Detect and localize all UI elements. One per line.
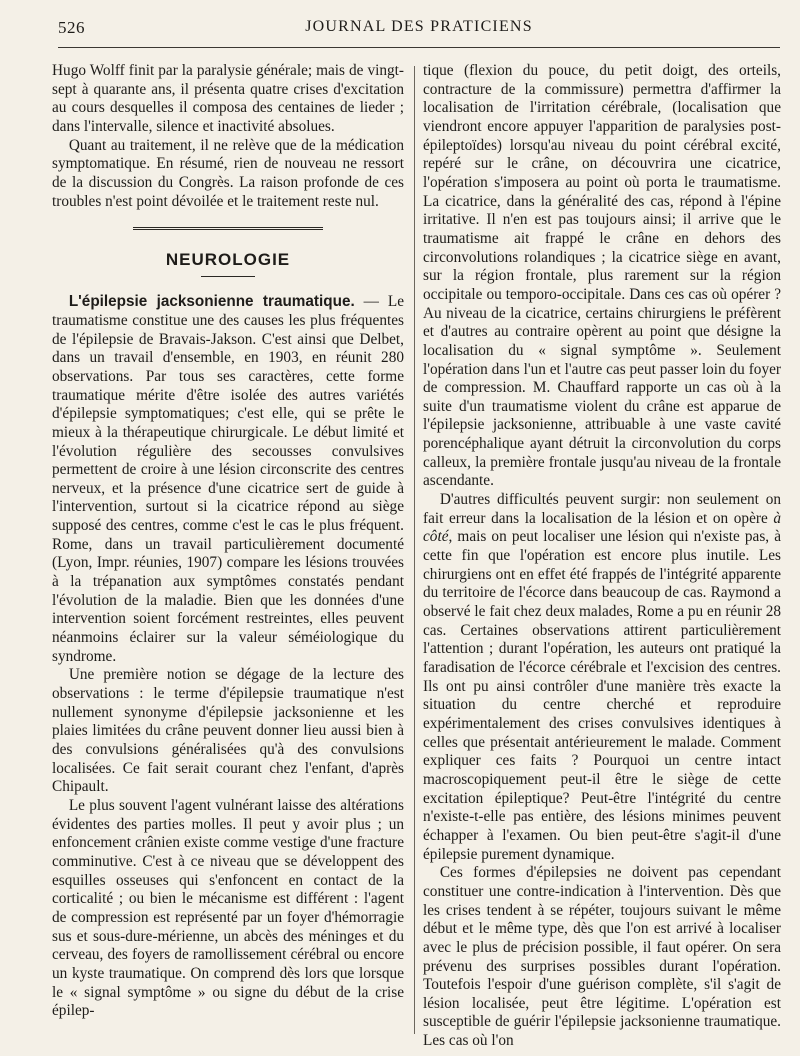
right-column xyxy=(423,62,781,1051)
section-heading: NEUROLOGIE xyxy=(165,250,291,270)
paragraph: Quant au traitement, il ne relève que de la médication symptomatique. En résumé, rien de nouveau ne ressort de la discussion du Congrès. La raison profonde de ces troubles n'est point dévoilée et le traitement reste nul. xyxy=(52,136,404,210)
paragraph xyxy=(423,491,781,864)
page-header xyxy=(58,14,780,40)
italic-phrase: à côté xyxy=(423,509,781,546)
article-title: L'épilepsie jacksonienne traumatique. xyxy=(68,293,355,311)
paragraph-text: , mais on peut localiser une lésion qui n'existe pas, à cette fin que l'opération est encore plus inutile. Les chirurgiens ont en effet été frappés de l'intégrité apparente du territoire de l'écorce dans beaucoup de cas. Raymond a observé le fait chez deux malades, Rome a pu en réunir 28 cas. Certaines observations attirent particulièrement l'attention ; durant l'opération, les auteurs ont pratiqué la faradisation de l'écorce cérébrale et l'excision des centres. Ils ont pu ainsi contrôler d'une manière très exacte la situation du centre cherché et reproduire expérimentalement des crises convulsives identiques à celles que présentait antérieurement le malade. Comment expliquer ces faits ? Pourquoi un centre intact macroscopiquement peut-il être le siège de cette excitation épileptique? Peut-être l'intégrité du centre n'existe-t-elle pas entière, des lésions minimes peuvent échapper à l'examen. Ou bien peut-être s'agit-il d'une épilepsie purement dynamique. xyxy=(423,528,781,863)
page-number: 526 xyxy=(58,18,85,37)
article-lead-paragraph xyxy=(52,293,404,666)
paragraph-text: D'autres difficultés peuvent surgir: non seulement on fait erreur dans la localisation de la lésion et on opère xyxy=(423,491,781,527)
header-rule xyxy=(58,47,780,48)
paragraph: Ces formes d'épilepsies ne doivent pas cependant constituer une contre-indication à l'intervention. Dès que les crises tendent à se répéter, toujours suivant le même début et le même type, dès que l'on est arrivé à localiser avec le plus de précision possible, il faut opérer. On sera prévenu des surprises possibles durant l'opération. Toutefois l'espoir d'une guérison complète, s'il s'agit de lésion localisée, peut être légitime. L'opération est susceptible de guérir l'épilepsie jacksonienne traumatique. Les cas où l'on xyxy=(423,864,781,1050)
running-title: JOURNAL DES PRATICIENS xyxy=(305,18,533,35)
paragraph: Hugo Wolff finit par la paralysie générale; mais de vingt-sept à quarante ans, il présenta quatre crises d'excitation au cours desquelles il composa des centaines de lieder ; dans l'intervalle, silence et inactivité absolues. xyxy=(52,62,404,135)
left-column xyxy=(52,62,404,1021)
section-separator-rule xyxy=(133,227,323,232)
heading-underline xyxy=(201,276,255,277)
paragraph: Une première notion se dégage de la lecture des observations : le terme d'épilepsie traumatique n'est nullement synonyme d'épilepsie jacksonienne et les plaies limitées du crâne peuvent donner lieu aussi bien à des convulsions généralisées qu'à des convulsions localisées. Ce fait serait courant chez l'enfant, d'après Chipault. xyxy=(52,666,404,796)
paragraph: tique (flexion du pouce, du petit doigt, des orteils, contracture de la commissure) permettra d'affirmer la localisation de l'irritation cérébrale, (localisation que viendront encore appuyer l'apparition de paralysies post-épileptoïdes) lorsqu'au niveau du point cérébral excité, repéré sur le crâne, on découvrira une cicatrice, l'opération s'imposera au point où porta le traumatisme. La cicatrice, dans la généralité des cas, répond à l'épine irritative. Il n'en est pas toujours ainsi; il arrive que le traumatisme ait frappé le crâne en dehors des circonvolutions rolandiques ; la cicatrice siège en avant, sur la région frontale, plus rarement sur la région occipitale ou temporo-occipitale. Dans ces cas où opérer ? Au niveau de la cicatrice, certains chirurgiens le préfèrent et d'autres au contraire opèrent au point que désigne la localisation du « signal symptôme ». Seulement l'opération dans l'un et l'autre cas peut passer loin du foyer de compression. M. Chauffard rapporte un cas où à la suite d'un traumatisme violent du crâne est apparue de l'épilepsie jacksonienne, attribuable à une vaste cavité porencéphalique ayant détruit la circonvolution du corps calleux, la première frontale jusqu'au niveau de la frontale ascendante. xyxy=(423,62,781,490)
column-divider xyxy=(414,66,415,1034)
paragraph: Le plus souvent l'agent vulnérant laisse des altérations évidentes des parties molles. Il peut y avoir plus ; un enfoncement crânien existe comme vestige d'une fracture comminutive. C'est à ce niveau que se développent des esquilles osseuses qui s'enfoncent en contact de la corticalité ; ou bien le mécanisme est différent : l'agent de compression est représenté par un foyer d'hémorragie sus et sous-dure-mérienne, un abcès des méninges et du cerveau, des foyers de ramollissement cérébral ou encore un kyste traumatique. On comprend dès lors que lorsque le « signal symptôme » ou signe du début de la crise épilep- xyxy=(52,796,404,1020)
article-lead-text: — Le traumatisme constitue une des causes les plus fréquentes de l'épilepsie de Bravais-Jakson. C'est ainsi que Delbet, dans un travail d'ensemble, en 1903, en réunit 280 observations. Par tous ses caractères, cette forme traumatique mérite d'être isolée des autres variétés d'épilepsie symptomatiques; c'est elle, qui se prête le mieux à la thérapeutique chirurgicale. Le début limité et l'évolution régulière des secousses convulsives permettent de croire à une lésion circonscrite des centres nerveux, et la présence d'une cicatrice sert de guide à l'intervention, surtout si la cicatrice répond au siège supposé des centres, comme c'est le cas le plus fréquent. Rome, dans un travail particulièrement documenté (Lyon, Impr. réunies, 1907) compare les lésions trouvées à la trépanation aux symptômes constatés pendant l'évolution de la maladie. Bien que les données d'une intervention soient forcément restreintes, elles peuvent néanmoins éclairer sur la valeur séméiologique du syndrome. xyxy=(52,293,404,665)
